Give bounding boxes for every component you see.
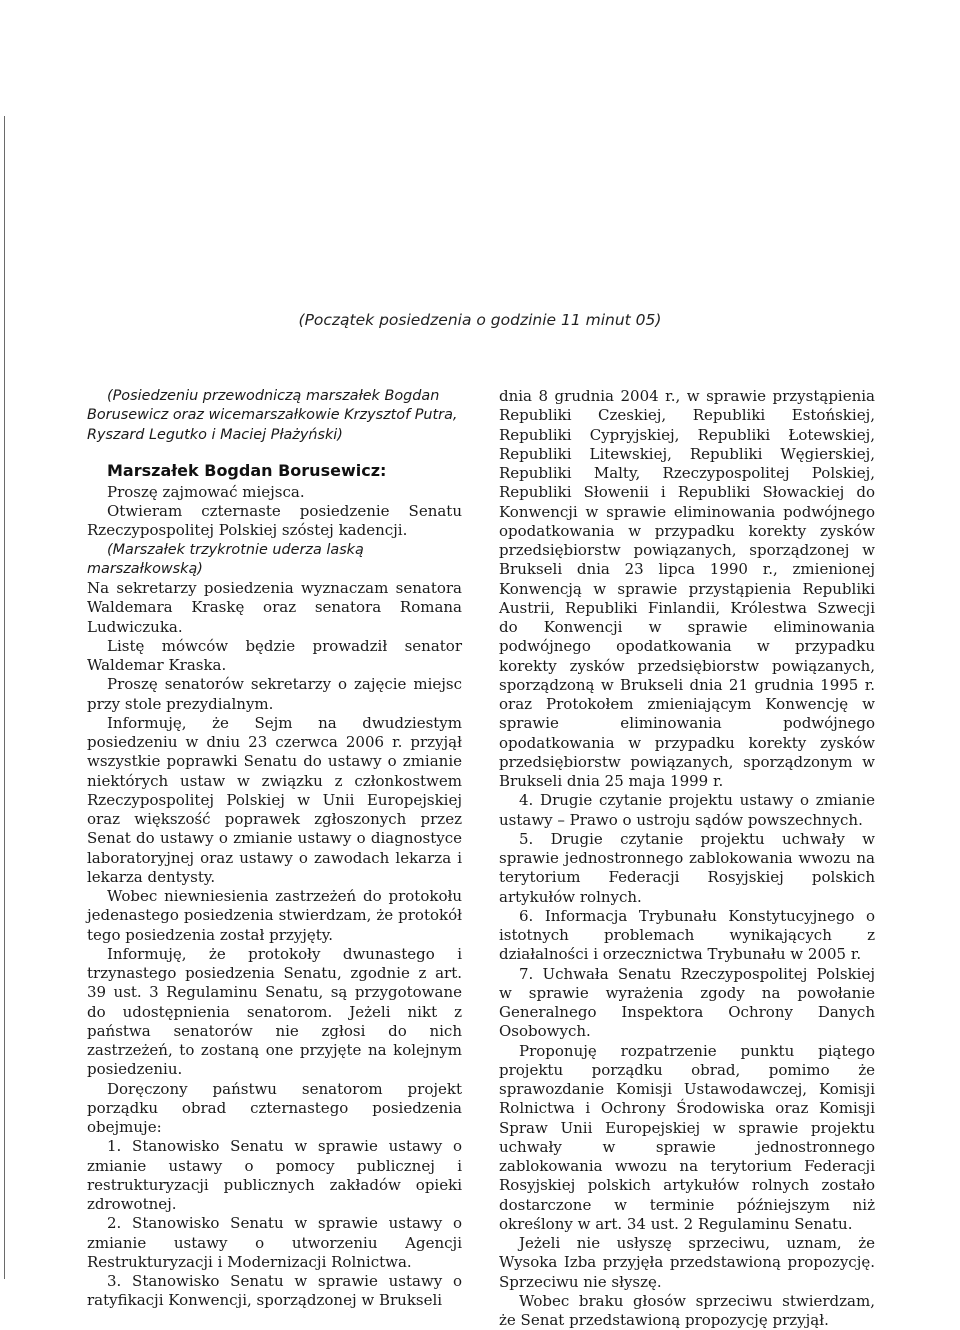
paragraph: Proszę zajmować miejsca. bbox=[107, 482, 305, 501]
paragraph: Wobec braku głosów sprzeciwu stwierdzam, że Senat przedstawioną propozycję przyjął. bbox=[499, 1291, 875, 1329]
agenda-item: 3. Stanowisko Senatu w sprawie ustawy o ratyfikacji Konwencji, sporządzonej w Brukseli bbox=[87, 1272, 462, 1310]
agenda-item: 7. Uchwała Senatu Rzeczypospolitej Polskiej w sprawie wyrażenia zgody na powołanie Generalnego Inspektora Ochrony Danych Osobowych. bbox=[499, 964, 875, 1041]
session-start-note: (Początek posiedzenia o godzinie 11 minut 05) bbox=[298, 311, 662, 329]
paragraph: Na sekretarzy posiedzenia wyznaczam senatora Waldemara Kraskę oraz senatora Romana Ludwiczuka. bbox=[87, 579, 462, 636]
page-edge-rule bbox=[4, 116, 5, 1279]
paragraph: Listę mówców będzie prowadził senator Waldemar Kraska. bbox=[87, 636, 462, 674]
speaker-heading: Marszałek Bogdan Borusewicz: bbox=[107, 460, 387, 480]
agenda-item: 1. Stanowisko Senatu w sprawie ustawy o zmianie ustawy o pomocy publicznej i restrukturyzacji publicznych zakładów opieki zdrowotnej. bbox=[87, 1137, 462, 1213]
chairs-note: (Posiedzeniu przewodniczą marszałek Bogdan Borusewicz oraz wicemarszałkowie Krzysztof Putra, Ryszard Legutko i Maciej Płażyński) bbox=[87, 388, 458, 443]
paragraph: Proponuję rozpatrzenie punktu piątego projektu porządku obrad, pomimo że sprawozdanie Komisji Ustawodawczej, Komisji Rolnictwa i Ochrony Środowiska oraz Komisji Spraw Unii Europejskiej w sprawie projektu uchwały w sprawie jednostronnego zablokowania wwozu na terytorium Federacji Rosyjskiej polskich artykułów rolnych zostało dostarczone w terminie późniejszym niż określony w art. 34 ust. 2 Regulaminu Senatu. bbox=[499, 1041, 875, 1233]
stage-note: (Marszałek trzykrotnie uderza laską marszałkowską) bbox=[87, 541, 364, 577]
agenda-item-continued: dnia 8 grudnia 2004 r., w sprawie przystąpienia Republiki Czeskiej, Republiki Estońskiej, Republiki Cypryjskiej, Republiki Łotewskiej, Republiki Litewskiej, Republiki Węgierskiej, Republiki Malty, Rzeczypospolitej Polskiej, Republiki Słowenii i Republiki Słowackiej do Konwencji w sprawie eliminowania podwójnego opodatkowania w przypadku korekty zysków przedsiębiorstw powiązanych, sporządzonej w Brukseli dnia 23 lipca 1990 r., zmienionej Konwencją w sprawie przystąpienia Republiki Austrii, Republiki Finlandii, Królestwa Szwecji do Konwencji w sprawie eliminowania podwójnego opodatkowania w przypadku korekty zysków przedsiębiorstw powiązanych, sporządzoną w Brukseli dnia 21 grudnia 1995 r. oraz Protokołem zmieniającym Konwencję w sprawie eliminowania podwójnego opodatkowania w przypadku korekty zysków przedsiębiorstw powiązanych, sporządzonym w Brukseli dnia 25 maja 1999 r. bbox=[499, 387, 875, 790]
paragraph: Jeżeli nie usłyszę sprzeciwu, uznam, że Wysoka Izba przyjęła przedstawioną propozycję. Sprzeciwu nie słyszę. bbox=[499, 1234, 875, 1291]
agenda-item: 2. Stanowisko Senatu w sprawie ustawy o zmianie ustawy o utworzeniu Agencji Restrukturyzacji i Modernizacji Rolnictwa. bbox=[87, 1214, 462, 1271]
paragraph: Informuję, że Sejm na dwudziestym posiedzeniu w dniu 23 czerwca 2006 r. przyjął wszystkie poprawki Senatu do ustawy o zmianie niektórych ustaw w związku z członkostwem Rzeczypospolitej Polskiej w Unii Europejskiej oraz większość poprawek zgłoszonych przez Senat do ustawy o zmianie ustawy o diagnostyce laboratoryjnej oraz ustawy o zawodach lekarza i lekarza dentysty. bbox=[87, 713, 462, 886]
left-column bbox=[87, 387, 462, 1311]
paragraph: Doręczony państwu senatorom projekt porządku obrad czternastego posiedzenia obejmuje: bbox=[87, 1079, 462, 1136]
right-column bbox=[499, 387, 875, 1330]
agenda-item: 5. Drugie czytanie projektu uchwały w sprawie jednostronnego zablokowania wwozu na terytorium Federacji Rosyjskiej polskich artykułów rolnych. bbox=[499, 829, 875, 906]
agenda-item: 6. Informacja Trybunału Konstytucyjnego o istotnych problemach wynikających z działalności i orzecznictwa Trybunału w 2005 r. bbox=[499, 906, 875, 964]
paragraph: Wobec niewniesienia zastrzeżeń do protokołu jedenastego posiedzenia stwierdzam, że protokół tego posiedzenia został przyjęty. bbox=[87, 887, 462, 944]
paragraph: Otwieram czternaste posiedzenie Senatu Rzeczypospolitej Polskiej szóstej kadencji. bbox=[87, 502, 462, 540]
paragraph: Informuję, że protokoły dwunastego i trzynastego posiedzenia Senatu, zgodnie z art. 39 ust. 3 Regulaminu Senatu, są przygotowane do udostępnienia senatorom. Jeżeli nikt z państwa senatorów nie zgłosi do nich zastrzeżeń, to zostaną one przyjęte na kolejnym posiedzeniu. bbox=[87, 944, 462, 1079]
agenda-item: 4. Drugie czytanie projektu ustawy o zmianie ustawy – Prawo o ustroju sądów powszechnych. bbox=[499, 791, 875, 829]
paragraph: Proszę senatorów sekretarzy o zajęcie miejsc przy stole prezydialnym. bbox=[87, 675, 462, 713]
